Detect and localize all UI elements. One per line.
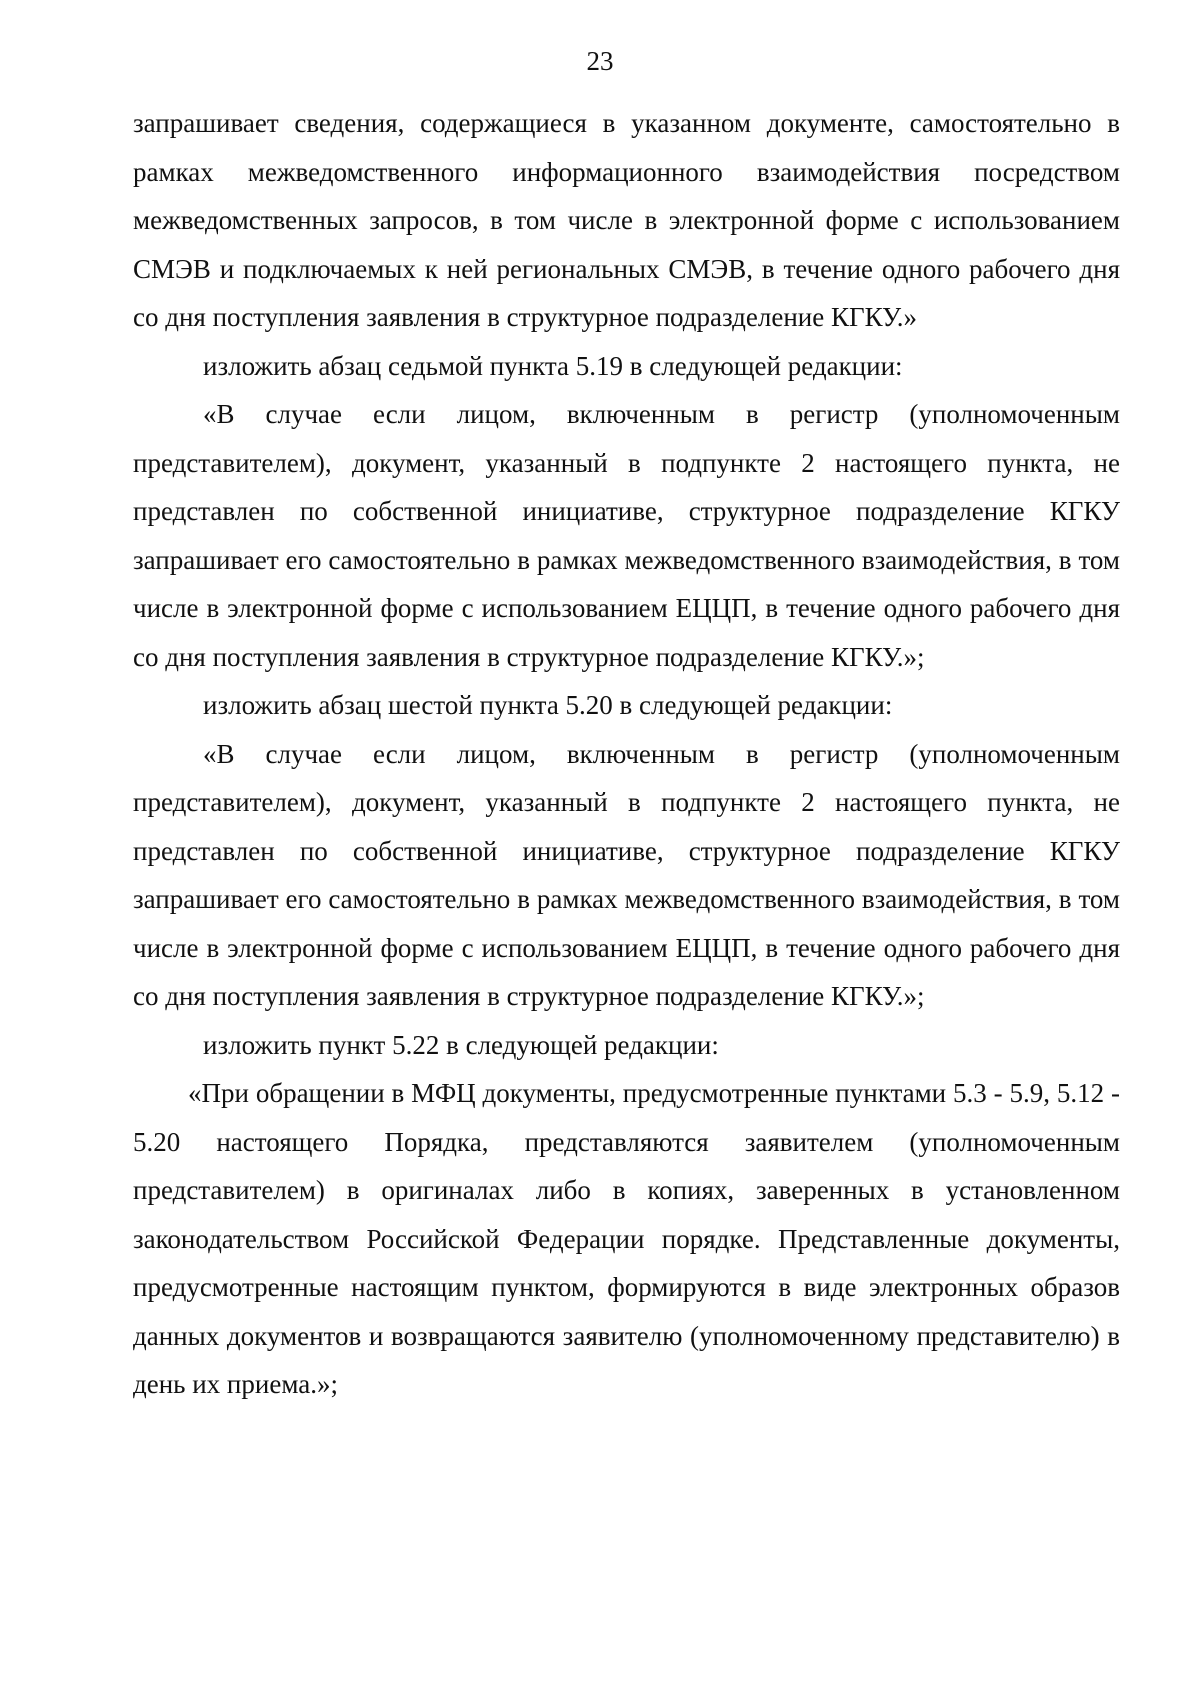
paragraph-instruction-5-22: изложить пункт 5.22 в следующей редакции: <box>203 1029 719 1060</box>
page-number: 23 <box>586 46 614 76</box>
paragraph-continuation: запрашивает сведения, содержащиеся в указанном документе, самостоятельно в рамках межведомственного информационного взаимодействия посредством межведомственных запросов, в том числе в электронной форме с использованием СМЭВ и подключаемых к ней региональных СМЭВ, в течение одного рабочего дня со дня поступления заявления в структурное подразделение КГКУ.» <box>133 108 1120 332</box>
paragraph-instruction-5-20: изложить абзац шестой пункта 5.20 в следующей редакции: <box>203 690 893 720</box>
paragraph-instruction-5-19: изложить абзац седьмой пункта 5.19 в следующей редакции: <box>203 350 903 381</box>
paragraph-quote-5-19: «В случае если лицом, включенным в регистр (уполномоченным представителем), документ, указанный в подпункте 2 настоящего пункта, не представлен по собственной инициативе, структурное подразделение КГКУ запрашивает его самостоятельно в рамках межведомственного взаимодействия, в том числе в электронной форме с использованием ЕЦЦП, в течение одного рабочего дня со дня поступления заявления в структурное подразделение КГКУ.»; <box>133 399 1120 672</box>
document-body <box>133 99 1120 1409</box>
paragraph-quote-5-20: «В случае если лицом, включенным в регистр (уполномоченным представителем), документ, указанный в подпункте 2 настоящего пункта, не представлен по собственной инициативе, структурное подразделение КГКУ запрашивает его самостоятельно в рамках межведомственного взаимодействия, в том числе в электронной форме с использованием ЕЦЦП, в течение одного рабочего дня со дня поступления заявления в структурное подразделение КГКУ.»; <box>133 738 1120 1011</box>
paragraph-quote-5-22: «При обращении в МФЦ документы, предусмотренные пунктами 5.3 - 5.9, 5.12 - 5.20 настоящего Порядка, представляются заявителем (уполномоченным представителем) в оригиналах либо в копиях, заверенных в установленном законодательством Российской Федерации порядке. Представленные документы, предусмотренные настоящим пунктом, формируются в виде электронных образов данных документов и возвращаются заявителю (уполномоченному представителю) в день их приема.»; <box>133 1078 1120 1399</box>
